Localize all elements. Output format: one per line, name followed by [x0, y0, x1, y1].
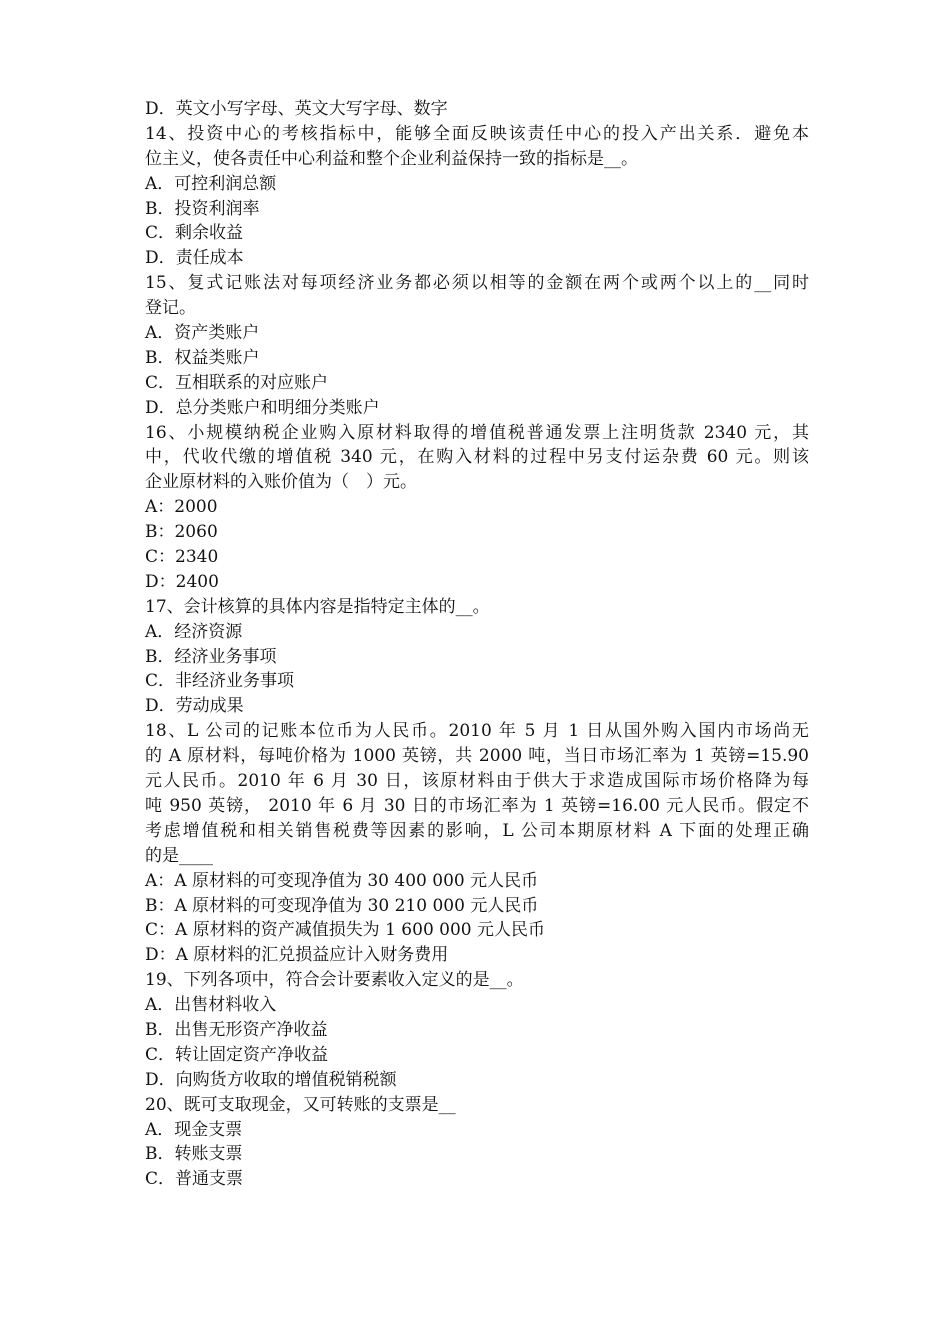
- text-line: 的 A 原材料，每吨价格为 1000 英镑，共 2000 吨，当日市场汇率为 1 英镑=15.90: [145, 746, 809, 767]
- text-line: B：A 原材料的可变现净值为 30 210 000 元人民币: [145, 895, 539, 916]
- text-line: A：2000: [145, 497, 218, 518]
- text-line: D：A 原材料的汇兑损益应计入财务费用: [145, 945, 449, 966]
- text-line: 14、投资中心的考核指标中，能够全面反映该责任中心的投入产出关系．避免本: [145, 123, 809, 144]
- text-line: D．劳动成果: [145, 696, 244, 717]
- text-line: A．可控利润总额: [145, 173, 277, 194]
- text-line: 17、会计核算的具体内容是指特定主体的__。: [145, 596, 490, 617]
- text-line: A：A 原材料的可变现净值为 30 400 000 元人民币: [145, 870, 539, 891]
- text-line: 中，代收代缴的增值税 340 元，在购入材料的过程中另支付运杂费 60 元。则该: [145, 447, 809, 468]
- text-line: A．经济资源: [145, 621, 243, 642]
- text-line: B．权益类账户: [145, 347, 260, 368]
- text-line: D．总分类账户和明细分类账户: [145, 397, 380, 418]
- text-line: C．普通支票: [145, 1169, 244, 1190]
- text-line: B．投资利润率: [145, 198, 260, 219]
- text-line: 登记。: [145, 298, 196, 319]
- text-line: B．出售无形资产净收益: [145, 1019, 328, 1040]
- text-line: 吨 950 英镑， 2010 年 6 月 30 日的市场汇率为 1 英镑=16.00 元人民币。假定不: [145, 795, 809, 816]
- text-line: A．资产类账户: [145, 323, 260, 344]
- text-line: C：A 原材料的资产减值损失为 1 600 000 元人民币: [145, 920, 546, 941]
- text-line: B：2060: [145, 522, 218, 543]
- text-line: C．非经济业务事项: [145, 671, 295, 692]
- text-line: 企业原材料的入账价值为（ ）元。: [145, 472, 417, 493]
- text-line: 20、既可支取现金，又可转账的支票是__: [145, 1094, 456, 1115]
- text-line: C．剩余收益: [145, 223, 244, 244]
- text-line: C．互相联系的对应账户: [145, 372, 329, 393]
- text-line: D：2400: [145, 571, 219, 592]
- text-line: A．出售材料收入: [145, 995, 277, 1016]
- text-line: D．英文小写字母、英文大写字母、数字: [145, 99, 448, 119]
- text-line: B．经济业务事项: [145, 646, 277, 667]
- document-body: [145, 97, 809, 1192]
- text-line: 考虑增值税和相关销售税费等因素的影响，L 公司本期原材料 A 下面的处理正确: [145, 820, 809, 841]
- text-line: 位主义，使各责任中心利益和整个企业利益保持一致的指标是__。: [145, 148, 638, 169]
- text-line: 元人民币。2010 年 6 月 30 日，该原材料由于供大于求造成国际市场价格降为每: [145, 771, 809, 792]
- text-line: B．转账支票: [145, 1144, 243, 1165]
- text-line: C．转让固定资产净收益: [145, 1044, 329, 1065]
- text-line: C：2340: [145, 547, 219, 568]
- text-line: 19、下列各项中，符合会计要素收入定义的是__。: [145, 970, 524, 991]
- text-line: 15、复式记账法对每项经济业务都必须以相等的金额在两个或两个以上的__同时: [145, 273, 809, 294]
- text-line: A．现金支票: [145, 1119, 243, 1140]
- text-line: 16、小规模纳税企业购入原材料取得的增值税普通发票上注明货款 2340 元，其: [145, 422, 809, 443]
- text-line: D．向购货方收取的增值税销税额: [145, 1069, 397, 1090]
- text-line: D．责任成本: [145, 248, 244, 269]
- text-line: 18、L 公司的记账本位币为人民币。2010 年 5 月 1 日从国外购入国内市场尚无: [145, 721, 809, 742]
- text-line: 的是____: [145, 845, 213, 866]
